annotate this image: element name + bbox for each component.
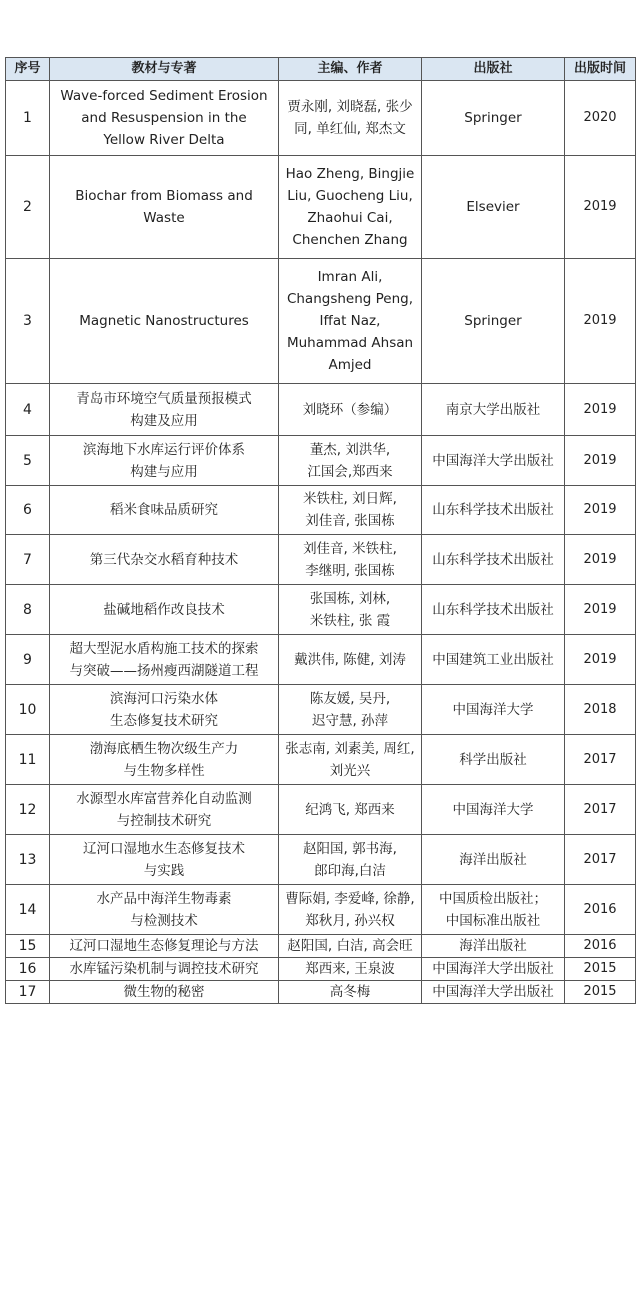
cell-publisher: 海洋出版社 [422,835,565,885]
cell-no: 2 [6,156,50,259]
cell-no: 14 [6,885,50,935]
books-table [5,57,636,1004]
table-row [6,685,636,735]
header-authors: 主编、作者 [279,58,422,81]
table-body [6,81,636,1004]
cell-title: 水库锰污染机制与调控技术研究 [50,958,279,981]
cell-publisher: 中国海洋大学 [422,685,565,735]
cell-publisher: 科学出版社 [422,735,565,785]
cell-no: 5 [6,436,50,486]
cell-title: 辽河口湿地水生态修复技术 与实践 [50,835,279,885]
cell-title: 超大型泥水盾构施工技术的探索 与突破——扬州瘦西湖隧道工程 [50,635,279,685]
cell-title: 稻米食味品质研究 [50,486,279,535]
cell-no: 10 [6,685,50,735]
table-row [6,735,636,785]
cell-publisher: Elsevier [422,156,565,259]
cell-authors: 曹际娟, 李爱峰, 徐静, 郑秋月, 孙兴权 [279,885,422,935]
cell-year: 2017 [565,785,636,835]
cell-title: 滨海河口污染水体 生态修复技术研究 [50,685,279,735]
cell-no: 7 [6,535,50,585]
cell-no: 4 [6,384,50,436]
cell-publisher: 中国海洋大学出版社 [422,981,565,1004]
cell-publisher: 中国海洋大学 [422,785,565,835]
table-row [6,259,636,384]
cell-publisher: 中国建筑工业出版社 [422,635,565,685]
table-row [6,885,636,935]
cell-publisher: 山东科学技术出版社 [422,585,565,635]
cell-title: 滨海地下水库运行评价体系 构建与应用 [50,436,279,486]
cell-year: 2017 [565,835,636,885]
cell-title: 水产品中海洋生物毒素 与检测技术 [50,885,279,935]
cell-year: 2015 [565,981,636,1004]
cell-year: 2019 [565,156,636,259]
cell-title: 渤海底栖生物次级生产力 与生物多样性 [50,735,279,785]
cell-year: 2019 [565,585,636,635]
cell-year: 2019 [565,486,636,535]
table-row [6,384,636,436]
cell-publisher: 中国海洋大学出版社 [422,958,565,981]
cell-no: 17 [6,981,50,1004]
table-row [6,785,636,835]
cell-authors: 赵阳国, 郭书海, 郎印海,白洁 [279,835,422,885]
table-row [6,156,636,259]
table-row [6,535,636,585]
table-row [6,635,636,685]
cell-authors: Hao Zheng, Bingjie Liu, Guocheng Liu, Zhaohui Cai, Chenchen Zhang [279,156,422,259]
header-row [6,58,636,81]
cell-publisher: Springer [422,259,565,384]
header-year: 出版时间 [565,58,636,81]
cell-authors: 董杰, 刘洪华, 江国会,郑西来 [279,436,422,486]
header-no: 序号 [6,58,50,81]
cell-title: 水源型水库富营养化自动监测 与控制技术研究 [50,785,279,835]
cell-authors: 郑西来, 王泉波 [279,958,422,981]
cell-year: 2016 [565,885,636,935]
cell-year: 2018 [565,685,636,735]
cell-year: 2015 [565,958,636,981]
table-row [6,835,636,885]
cell-publisher: 南京大学出版社 [422,384,565,436]
cell-year: 2019 [565,259,636,384]
table-row [6,436,636,486]
cell-year: 2019 [565,436,636,486]
cell-title: Biochar from Biomass and Waste [50,156,279,259]
cell-authors: 张志南, 刘素美, 周红, 刘光兴 [279,735,422,785]
cell-no: 1 [6,81,50,156]
cell-authors: Imran Ali, Changsheng Peng, Iffat Naz, Muhammad Ahsan Amjed [279,259,422,384]
cell-authors: 刘晓环（参编） [279,384,422,436]
cell-no: 12 [6,785,50,835]
cell-year: 2019 [565,635,636,685]
table-row [6,585,636,635]
cell-year: 2019 [565,384,636,436]
cell-publisher: 中国海洋大学出版社 [422,436,565,486]
cell-title: 青岛市环境空气质量预报模式 构建及应用 [50,384,279,436]
cell-publisher: 中国质检出版社； 中国标准出版社 [422,885,565,935]
cell-authors: 高冬梅 [279,981,422,1004]
cell-publisher: 山东科学技术出版社 [422,535,565,585]
cell-title: 微生物的秘密 [50,981,279,1004]
cell-title: 盐碱地稻作改良技术 [50,585,279,635]
cell-year: 2016 [565,935,636,958]
cell-no: 13 [6,835,50,885]
cell-publisher: 海洋出版社 [422,935,565,958]
cell-authors: 赵阳国, 白洁, 高会旺 [279,935,422,958]
table-row [6,958,636,981]
cell-no: 11 [6,735,50,785]
table-row [6,486,636,535]
cell-authors: 贾永刚, 刘晓磊, 张少 同, 单红仙, 郑杰文 [279,81,422,156]
cell-publisher: 山东科学技术出版社 [422,486,565,535]
cell-no: 9 [6,635,50,685]
cell-no: 3 [6,259,50,384]
cell-title: Magnetic Nanostructures [50,259,279,384]
cell-authors: 张国栋, 刘林, 米铁柱, 张 霞 [279,585,422,635]
cell-no: 15 [6,935,50,958]
header-publisher: 出版社 [422,58,565,81]
cell-publisher: Springer [422,81,565,156]
cell-authors: 刘佳音, 米铁柱, 李继明, 张国栋 [279,535,422,585]
cell-title: 辽河口湿地生态修复理论与方法 [50,935,279,958]
table-row [6,81,636,156]
cell-authors: 米铁柱, 刘日辉, 刘佳音, 张国栋 [279,486,422,535]
cell-authors: 陈友媛, 吴丹, 迟守慧, 孙萍 [279,685,422,735]
cell-no: 8 [6,585,50,635]
cell-authors: 纪鸿飞, 郑西来 [279,785,422,835]
cell-title: Wave-forced Sediment Erosion and Resuspension in the Yellow River Delta [50,81,279,156]
cell-title: 第三代杂交水稻育种技术 [50,535,279,585]
table-row [6,981,636,1004]
table-row [6,935,636,958]
header-title: 教材与专著 [50,58,279,81]
cell-no: 16 [6,958,50,981]
cell-authors: 戴洪伟, 陈健, 刘涛 [279,635,422,685]
cell-year: 2020 [565,81,636,156]
cell-year: 2019 [565,535,636,585]
cell-year: 2017 [565,735,636,785]
cell-no: 6 [6,486,50,535]
